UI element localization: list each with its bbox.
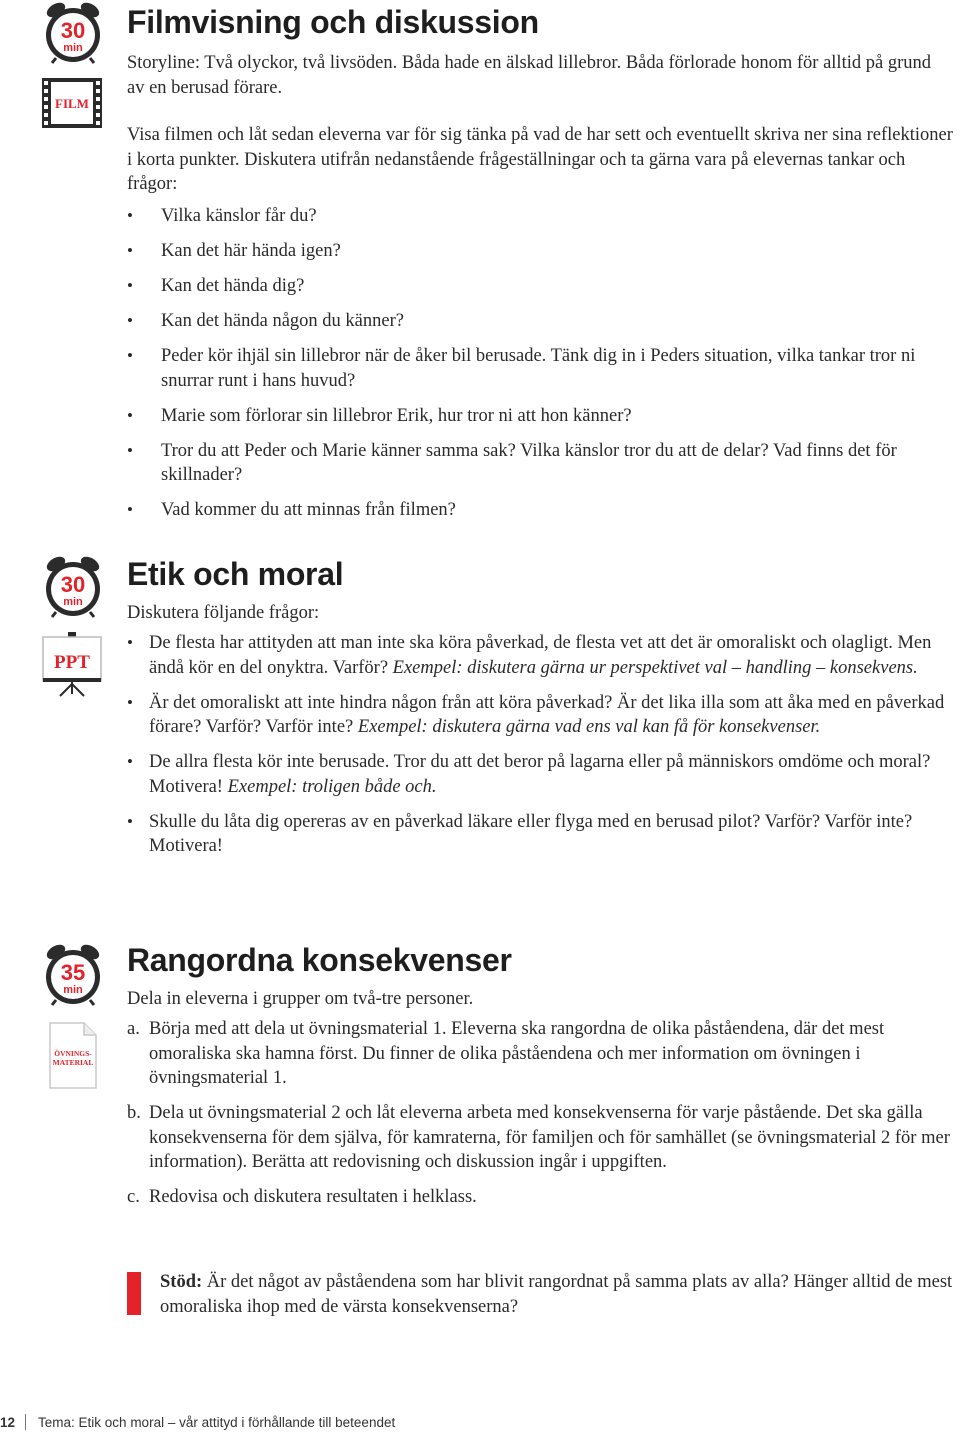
list-item: • Är det omoraliskt att inte hindra någon från att köra påverkad? Är det lika illa som att åka med en påverkad förare? Varför? Varför inte? Exempel: diskutera gärna vad ens val kan få för konsekvenser. bbox=[127, 691, 953, 740]
worksheet-label-line1: ÖVNINGS- bbox=[54, 1049, 92, 1058]
section-ethics bbox=[127, 555, 953, 859]
section-title: Etik och moral bbox=[127, 556, 344, 592]
section-title: Filmvisning och diskussion bbox=[127, 4, 539, 40]
list-item: c. Redovisa och diskutera resultaten i helklass. bbox=[127, 1187, 477, 1207]
list-item: a. Börja med att dela ut övningsmaterial 1. Eleverna ska rangordna de olika påståendena, där det mest omoraliska ska hamna först. Du finner de olika påståendena och mer information om övningen i övningsmaterial 1. bbox=[127, 1019, 885, 1088]
list-item: • Peder kör ihjäl sin lillebror när de åker bil berusade. Tänk dig in i Peders situation, vilka tankar tror ni snurrar runt i hans huvud? bbox=[127, 344, 953, 393]
worksheet-label-line2: MATERIAL bbox=[52, 1058, 94, 1067]
list-item: • Skulle du låta dig opereras av en påverkad läkare eller flyga med en berusad pilot? Varför? Varför inte? Motivera! bbox=[127, 810, 953, 859]
footer-text: Tema: Etik och moral – vår attityd i förhållande till beteendet bbox=[38, 1414, 396, 1430]
alarm-clock-icon bbox=[42, 944, 104, 1006]
clock-unit: min bbox=[63, 596, 83, 608]
support-note bbox=[127, 1270, 953, 1319]
presentation-board-icon bbox=[40, 632, 104, 703]
list-item: • Kan det här hända igen? bbox=[127, 239, 953, 264]
page-footer bbox=[0, 1412, 395, 1432]
alarm-clock-icon bbox=[42, 2, 104, 64]
instruction-text: Visa filmen och låt sedan eleverna var för sig tänka på vad de har sett och eventuellt skriva ner sina reflektioner i korta punkter. Diskutera utifrån nedanstående frågeställningar och ta gärna vara på elevernas tankar och frågor: bbox=[127, 125, 953, 194]
list-item: • De flesta har attityden att man inte ska köra påverkad, de flesta vet att det är omoraliskt och olagligt. Men ändå kör en del onyktra. Varför? Exempel: diskutera gärna ur perspektivet val – handling – konsekvens. bbox=[127, 631, 953, 680]
section-film bbox=[127, 3, 953, 523]
list-item: • Vad kommer du att minnas från filmen? bbox=[127, 498, 953, 523]
film-label: FILM bbox=[55, 96, 89, 111]
support-text: Stöd: Är det något av påståendena som har blivit rangordnat på samma plats av alla? Hänger alltid de mest omoraliska ihop med de värsta konsekvenserna? bbox=[160, 1272, 953, 1317]
list-item: • Kan det hända någon du känner? bbox=[127, 309, 953, 334]
task-list bbox=[127, 1017, 953, 1210]
clock-number: 30 bbox=[60, 572, 86, 597]
list-item: • Kan det hända dig? bbox=[127, 274, 953, 299]
footer-divider bbox=[25, 1414, 26, 1430]
film-strip-icon bbox=[40, 76, 104, 137]
question-list bbox=[127, 204, 953, 523]
alarm-clock-icon bbox=[42, 556, 104, 618]
worksheet-document-icon bbox=[40, 1020, 104, 1097]
list-item: • Vilka känslor får du? bbox=[127, 204, 953, 229]
section-ranking bbox=[127, 941, 953, 1210]
list-item: • Marie som förlorar sin lillebror Erik, hur tror ni att hon känner? bbox=[127, 404, 953, 429]
clock-number: 30 bbox=[60, 18, 86, 43]
clock-unit: min bbox=[63, 42, 83, 54]
intro-text: Dela in eleverna i grupper om två-tre personer. bbox=[127, 989, 474, 1009]
list-item: • De allra flesta kör inte berusade. Tror du att det beror på lagarna eller på människors omdöme och moral? Motivera! Exempel: troligen både och. bbox=[127, 750, 953, 799]
page-number: 12 bbox=[0, 1414, 16, 1430]
storyline-text: Storyline: Två olyckor, två livsöden. Båda hade en älskad lillebror. Båda förlorade honom för alltid på grund av en berusad förare. bbox=[127, 53, 931, 98]
clock-unit: min bbox=[63, 984, 83, 996]
list-item: b. Dela ut övningsmaterial 2 och låt eleverna arbeta med konsekvenserna för varje påstående. Det ska gälla konsekvenserna för dem själva, för kamraterna, för familjen och för samhället (se övningsmaterial 2 för mer information). Berätta att redovisning och diskussion ingår i uppgiften. bbox=[127, 1103, 950, 1172]
question-list bbox=[127, 631, 953, 859]
section-title: Rangordna konsekvenser bbox=[127, 942, 512, 978]
list-item: • Tror du att Peder och Marie känner samma sak? Vilka känslor tror du att de delar? Vad finns det för skillnader? bbox=[127, 439, 953, 488]
accent-bar bbox=[127, 1272, 141, 1315]
ppt-label: PPT bbox=[54, 652, 90, 673]
clock-number: 35 bbox=[60, 960, 86, 985]
intro-text: Diskutera följande frågor: bbox=[127, 603, 320, 623]
